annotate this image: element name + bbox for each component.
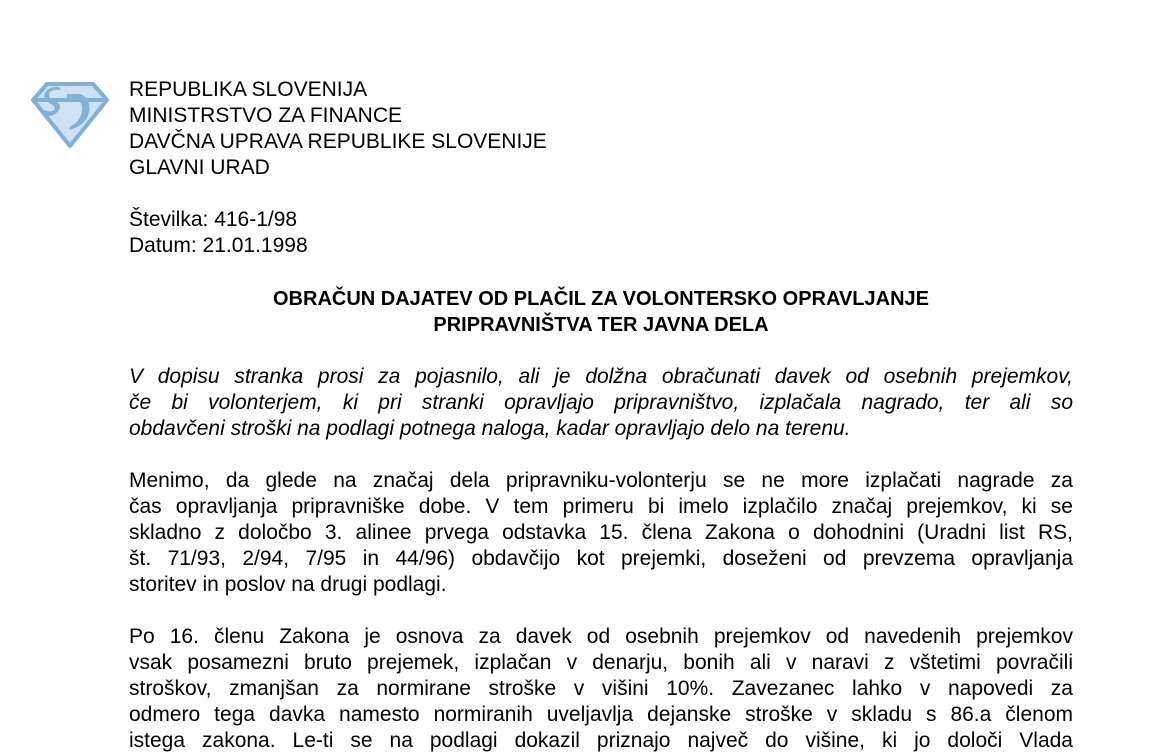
title-line-1: OBRAČUN DAJATEV OD PLAČIL ZA VOLONTERSKO OPRAVLJANJE [273, 288, 929, 310]
paragraph-line: čas opravljanja pripravniške dobe. V tem primeru bi imelo izplačilo značaj prejemkov, ki se [129, 495, 1073, 518]
header-line-ministry: MINISTRSTVO ZA FINANCE [129, 104, 403, 127]
authority-header [129, 77, 547, 181]
tax-administration-logo [27, 76, 113, 150]
paragraph-line: odmero tega davka namesto normiranih uveljavlja dejanske stroške v skladu s 86.a členom [129, 703, 1073, 726]
paragraph-tax-base [129, 624, 1073, 754]
paragraph-line: stroškov, zmanjšan za normirane stroške v višini 10%. Zavezanec lahko v napovedi za [129, 677, 1073, 700]
paragraph-line: storitev in poslov na drugi podlagi. [129, 573, 447, 596]
header-line-tax-administration: DAVČNA UPRAVA REPUBLIKE SLOVENIJE [129, 130, 547, 153]
document-references [129, 207, 308, 259]
paragraph-line: istega zakona. Le-ti se na podlagi dokazil priznajo največ do višine, ki jo določi Vlada [129, 729, 1073, 752]
header-line-main-office: GLAVNI URAD [129, 156, 270, 179]
paragraph-line: V dopisu stranka prosi za pojasnilo, ali je dolžna obračunati davek od osebnih prejemkov, [129, 365, 1073, 388]
document-title [129, 286, 1073, 338]
paragraph-line: št. 71/93, 2/94, 7/95 in 44/96) obdavčijo kot prejemki, doseženi od prevzema opravljanja [129, 547, 1073, 570]
paragraph-line: obdavčeni stroški na podlagi potnega naloga, kadar opravljajo delo na terenu. [129, 417, 851, 440]
document-number: Številka: 416-1/98 [129, 208, 298, 231]
paragraph-line: če bi volonterjem, ki pri stranki opravljajo pripravništvo, izplačala nagrado, ter ali so [129, 391, 1073, 414]
paragraph-request [129, 364, 1073, 442]
title-line-2: PRIPRAVNIŠTVA TER JAVNA DELA [433, 314, 769, 336]
paragraph-opinion [129, 468, 1073, 598]
paragraph-line: skladno z določbo 3. alinee prvega odstavka 15. člena Zakona o dohodnini (Uradni list RS, [129, 521, 1073, 544]
paragraph-line: vsak posamezni bruto prejemek, izplačan v denarju, bonih ali v naravi z vštetimi povračili [129, 651, 1073, 674]
logo-diamond-icon [33, 84, 107, 146]
paragraph-line: Menimo, da glede na značaj dela pripravniku-volonterju se ne more izplačati nagrade za [129, 469, 1073, 492]
header-line-republic: REPUBLIKA SLOVENIJA [129, 78, 368, 101]
paragraph-line: Po 16. členu Zakona je osnova za davek od osebnih prejemkov od navedenih prejemkov [129, 625, 1073, 648]
document-date: Datum: 21.01.1998 [129, 234, 308, 257]
